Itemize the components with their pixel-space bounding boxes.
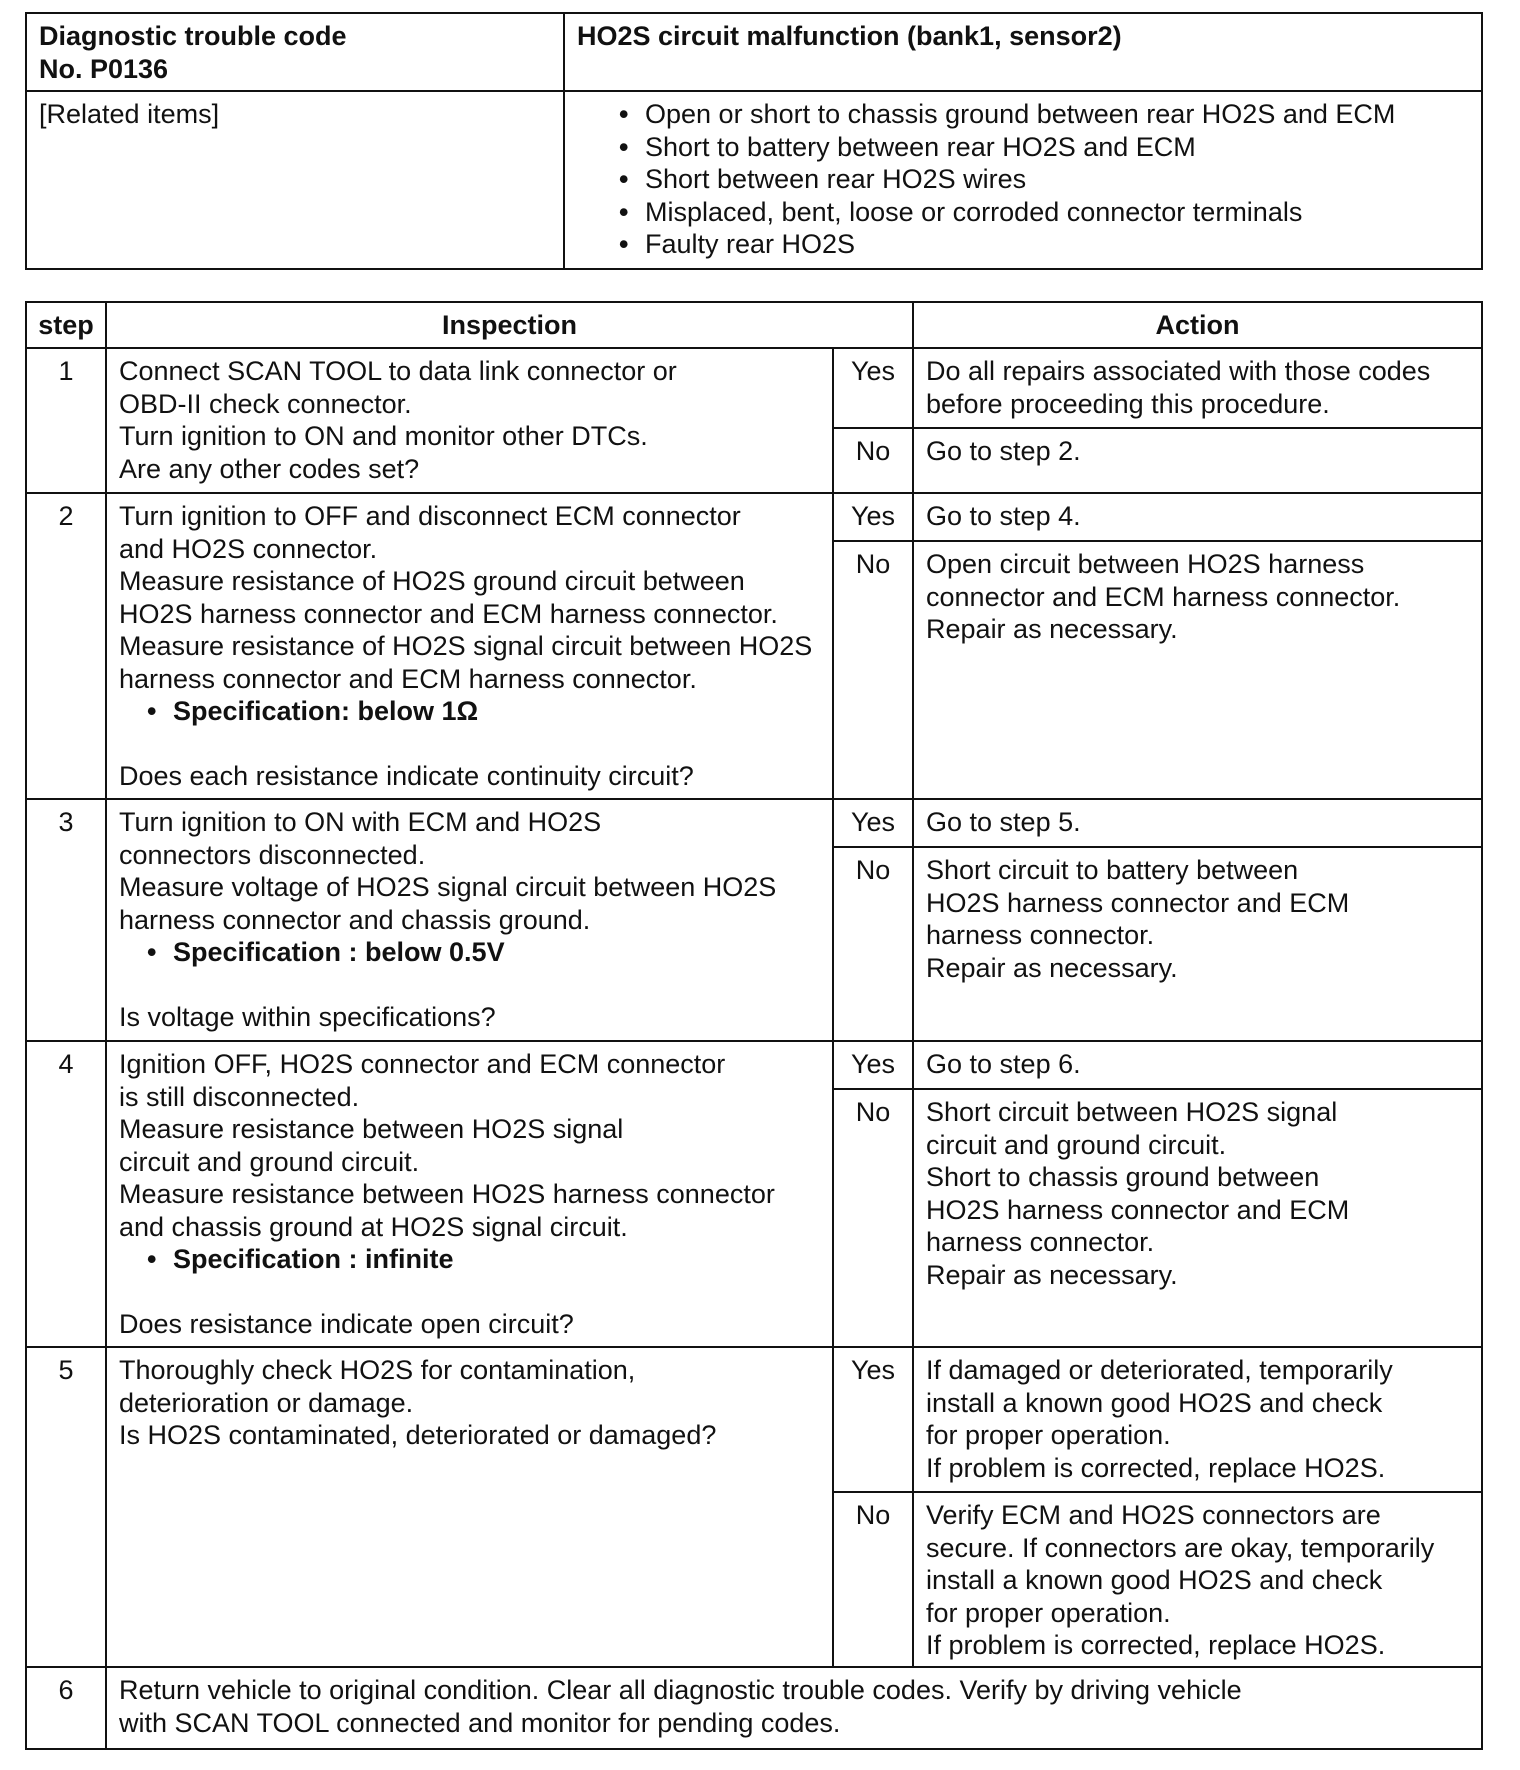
question: Is voltage within specifications? bbox=[119, 1002, 496, 1032]
list-item: • Misplaced, bent, loose or corroded connector terminals bbox=[619, 196, 1303, 227]
table-header-row bbox=[26, 302, 1482, 348]
yes-label: Yes bbox=[833, 799, 913, 847]
dtc-code: No. P0136 bbox=[39, 53, 169, 84]
yes-label: Yes bbox=[833, 1347, 913, 1492]
list-item: • Short to battery between rear HO2S and ECM bbox=[619, 131, 1196, 162]
related-items-label: [Related items] bbox=[39, 99, 220, 129]
col-header-action: Action bbox=[913, 302, 1482, 348]
table-row bbox=[26, 493, 1482, 541]
bullet-icon: • bbox=[619, 196, 629, 227]
yes-action-cell: If damaged or deteriorated, temporarily install a known good HO2S and check for proper operation. If problem is corrected, replace HO2S. bbox=[913, 1347, 1482, 1492]
yes-label: Yes bbox=[833, 348, 913, 428]
no-action-cell: Short circuit between HO2S signal circuit and ground circuit. Short to chassis ground between HO2S harness connector and ECM harness connector. Repair as necessary. bbox=[913, 1089, 1482, 1347]
no-label: No bbox=[833, 847, 913, 1041]
bullet-icon: • bbox=[619, 131, 629, 162]
inspection-cell: Turn ignition to OFF and disconnect ECM connector and HO2S connector. Measure resistance of HO2S ground circuit between HO2S harness connector and ECM harness connector. Measure resistance of HO2S signal circuit between HO2S harness connector and ECM harness connector. • Specification: below 1Ω Does each resistance indicate continuity circuit? bbox=[106, 493, 833, 799]
no-action-cell: Go to step 2. bbox=[913, 428, 1482, 493]
yes-label: Yes bbox=[833, 493, 913, 541]
inspection-cell: Thoroughly check HO2S for contamination, deterioration or damage. Is HO2S contaminated, deteriorated or damaged? bbox=[106, 1347, 833, 1667]
table-row bbox=[26, 1667, 1482, 1749]
bullet-icon: • bbox=[147, 937, 157, 967]
no-action-cell: Verify ECM and HO2S connectors are secure. If connectors are okay, temporarily install a known good HO2S and check for proper operation. If problem is corrected, replace HO2S. bbox=[913, 1492, 1482, 1667]
bullet-icon: • bbox=[147, 696, 157, 726]
col-header-step: step bbox=[26, 302, 106, 348]
step-number: 5 bbox=[26, 1347, 106, 1667]
dtc-label-cell bbox=[26, 13, 564, 91]
specification: • Specification: below 1Ω bbox=[147, 696, 479, 726]
related-label-cell bbox=[26, 91, 564, 269]
bullet-icon: • bbox=[619, 164, 629, 194]
table-row bbox=[26, 348, 1482, 428]
no-action-cell: Short circuit to battery between HO2S harness connector and ECM harness connector. Repair as necessary. bbox=[913, 847, 1482, 1041]
yes-action-cell: Go to step 6. bbox=[913, 1041, 1482, 1089]
yes-label: Yes bbox=[833, 1041, 913, 1089]
step-number: 2 bbox=[26, 493, 106, 799]
no-label: No bbox=[833, 428, 913, 493]
list-item: • Faulty rear HO2S bbox=[619, 229, 856, 259]
dtc-title: HO2S circuit malfunction (bank1, sensor2) bbox=[577, 21, 1122, 51]
yes-action-cell: Do all repairs associated with those codes before proceeding this procedure. bbox=[913, 348, 1482, 428]
dtc-label: Diagnostic trouble code bbox=[39, 21, 347, 51]
specification: • Specification : infinite bbox=[147, 1244, 454, 1274]
no-label: No bbox=[833, 1089, 913, 1347]
inspection-cell: Ignition OFF, HO2S connector and ECM connector is still disconnected. Measure resistance between HO2S signal circuit and ground circuit. Measure resistance between HO2S harness connector and chassis ground at HO2S signal circuit. • Specification : infinite Does resistance indicate open circuit? bbox=[106, 1041, 833, 1347]
col-header-inspection: Inspection bbox=[106, 302, 913, 348]
table-row bbox=[26, 799, 1482, 847]
inspection-cell: Connect SCAN TOOL to data link connector or OBD-II check connector. Turn ignition to ON and monitor other DTCs. Are any other codes set? bbox=[106, 348, 833, 493]
bullet-icon: • bbox=[619, 99, 629, 129]
bullet-icon: • bbox=[147, 1244, 157, 1274]
related-items-list bbox=[577, 98, 1469, 261]
table-row bbox=[26, 1041, 1482, 1089]
inspection-cell: Return vehicle to original condition. Clear all diagnostic trouble codes. Verify by driving vehicle with SCAN TOOL connected and monitor for pending codes. bbox=[106, 1667, 1482, 1749]
dtc-header-table bbox=[25, 12, 1483, 270]
question: Does each resistance indicate continuity circuit? bbox=[119, 761, 694, 791]
inspection-cell: Turn ignition to ON with ECM and HO2S connectors disconnected. Measure voltage of HO2S signal circuit between HO2S harness connector and chassis ground. • Specification : below 0.5V Is voltage within specifications? bbox=[106, 799, 833, 1041]
list-item: • Short between rear HO2S wires bbox=[619, 164, 1027, 194]
step-number: 4 bbox=[26, 1041, 106, 1347]
table-row bbox=[26, 1347, 1482, 1492]
question: Does resistance indicate open circuit? bbox=[119, 1309, 574, 1339]
specification: • Specification : below 0.5V bbox=[147, 937, 505, 967]
diagnostic-steps-table bbox=[25, 301, 1483, 1750]
step-number: 1 bbox=[26, 348, 106, 493]
no-label: No bbox=[833, 541, 913, 799]
step-number: 3 bbox=[26, 799, 106, 1041]
step-number: 6 bbox=[26, 1667, 106, 1749]
list-item: • Open or short to chassis ground between rear HO2S and ECM bbox=[619, 99, 1396, 129]
yes-action-cell: Go to step 5. bbox=[913, 799, 1482, 847]
dtc-title-cell bbox=[564, 13, 1482, 91]
yes-action-cell: Go to step 4. bbox=[913, 493, 1482, 541]
related-items-cell bbox=[564, 91, 1482, 269]
no-label: No bbox=[833, 1492, 913, 1667]
bullet-icon: • bbox=[619, 229, 629, 259]
no-action-cell: Open circuit between HO2S harness connector and ECM harness connector. Repair as necessary. bbox=[913, 541, 1482, 799]
